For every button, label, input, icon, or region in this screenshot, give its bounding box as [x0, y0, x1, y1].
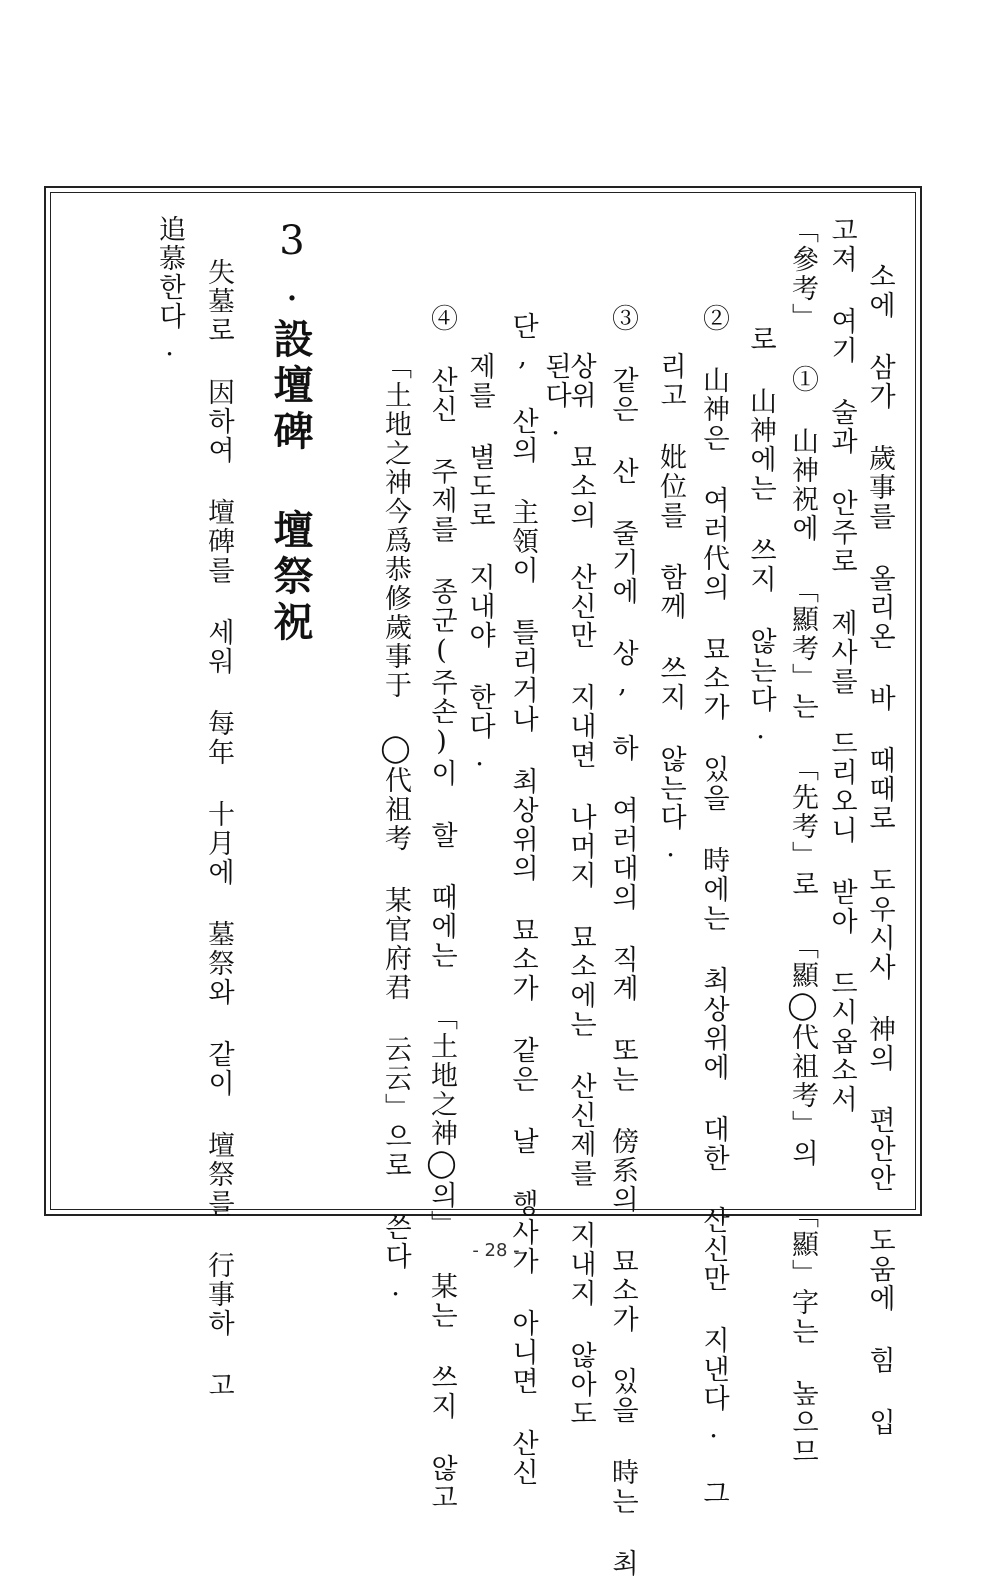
text-column-5: ② 山神은 여러代의 묘소가 있을 時에는 최상위에 대한 산신만 지낸다. 그 — [698, 304, 729, 1508]
text-column-11: 제를 별도로 지내야 한다. — [464, 352, 495, 774]
section-title: 設壇碑 壇祭祝 — [267, 318, 314, 647]
text-column-14: 失墓로 因하여 壇碑를 세워 每年 十月에 墓祭와 같이 壇祭를 行事하 고 — [203, 258, 234, 1400]
text-column-8: 상위 묘소의 산신만 지내면 나머지 묘소에는 산신제를 지내지 않아도 — [565, 352, 596, 1428]
page-number: - 28 - — [472, 1240, 520, 1261]
text-column-1: 소에 삼가 歲事를 올리온 바 때때로 도우시사 神의 편안안 도움에 힘 입 — [864, 262, 895, 1437]
text-column-12: ④ 산신 주제를 종군(주손)이 할 때에는 「土地之神◯의」 某는 쓰지 않고 — [426, 304, 457, 1512]
text-column-4: 로 山神에는 쓰지 않는다. — [745, 325, 776, 747]
section-number: 3. — [269, 218, 315, 310]
text-column-7: ③ 같은 산 줄기에 상, 하 여러대의 직계 또는 傍系의 묘소가 있을 時는 최 — [607, 304, 638, 1578]
text-column-9: 된다. — [540, 352, 571, 443]
text-column-3: 「參考」 ① 山神祝에 「顯考」는 「先考」로 「顯◯代祖考」의 「顯」字는 높으므 — [787, 216, 818, 1466]
text-column-2: 고져 여기 술과 안주로 제사를 드리오니 받아 드시옵소서 — [826, 216, 857, 1114]
text-column-15: 追慕한다. — [154, 215, 185, 364]
text-column-10: 단, 산의 主領이 틀리거나 최상위의 묘소가 같은 날 행사가 아니면 산신 — [507, 312, 538, 1487]
text-column-13: 「土地之神今爲恭修歲事于 ◯代祖考 某官府君 云云」으로 쓴다. — [380, 352, 411, 1304]
text-column-6: 리고 妣位를 함께 쓰지 않는다. — [655, 352, 686, 865]
